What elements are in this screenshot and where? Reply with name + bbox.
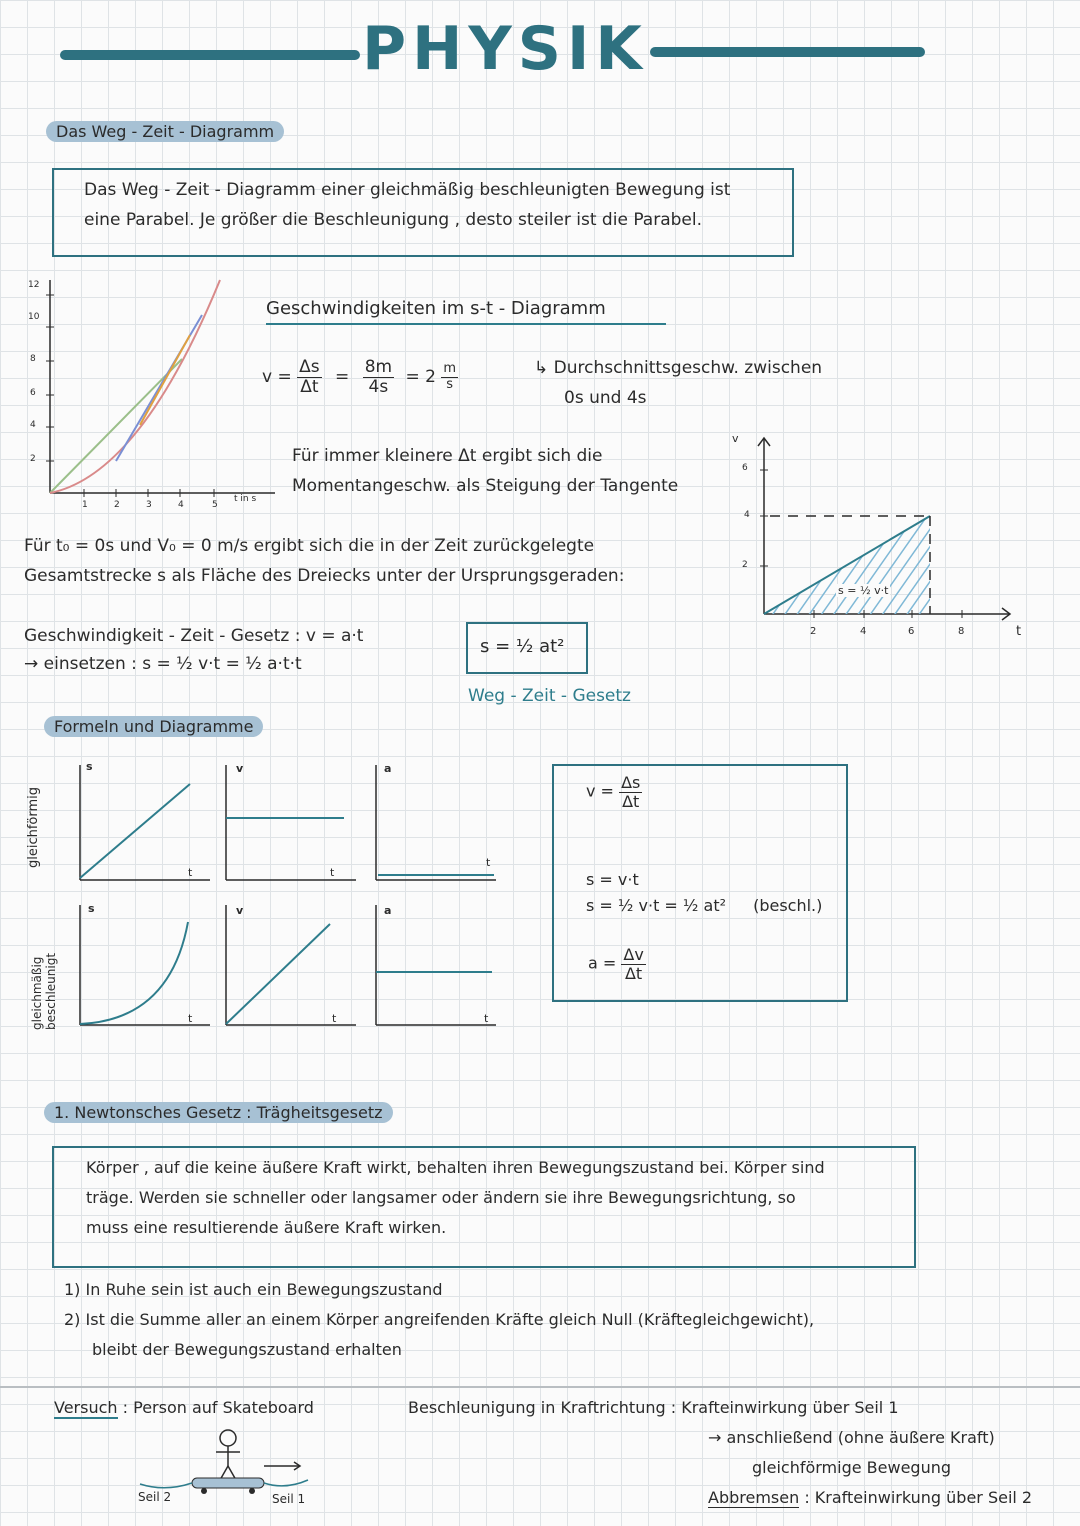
speed-heading: Geschwindigkeiten im s-t - Diagramm <box>266 298 666 325</box>
row-label-gleichfoermig: gleichförmig <box>26 786 41 868</box>
st-graph <box>30 275 290 515</box>
section-heading-newton: 1. Newtonsches Gesetz : Trägheitsgesetz <box>44 1102 393 1123</box>
vt-xtick-4: 4 <box>860 626 867 637</box>
diagram-v-t-uniform <box>216 760 366 890</box>
row-label-beschleunigt: gleichmäßig beschleunigt <box>30 952 58 1030</box>
axis-label-a-2: a <box>384 904 392 917</box>
st-xtick-1: 1 <box>82 500 88 510</box>
st-xtick-2: 2 <box>114 500 120 510</box>
instant-line-1: Für immer kleinere Δt ergibt sich die <box>292 446 603 466</box>
vt-ytick-2: 2 <box>742 560 748 570</box>
definition-line-2: eine Parabel. Je größer die Beschleunigung , desto steiler ist die Parabel. <box>84 210 703 230</box>
axis-label-t-2: t <box>330 866 335 879</box>
section-heading-formeln: Formeln und Diagramme <box>44 716 263 737</box>
axis-label-t-6: t <box>484 1012 489 1025</box>
definition-box <box>52 168 794 257</box>
instant-line-2: Momentangeschw. als Steigung der Tangente <box>292 476 679 496</box>
axis-label-t-3: t <box>486 856 491 869</box>
vt-xtick-8: 8 <box>958 626 965 637</box>
diagram-a-t-accel <box>366 900 516 1030</box>
page-title: PHYSIK <box>362 14 648 84</box>
diagram-s-t-accel <box>70 900 220 1030</box>
st-xtick-3: 3 <box>146 500 152 510</box>
avg-speed-formula: v = $\frac{\Delta s}{\Delta t}$ = $\frac{8m}{4s}$ = 2 $\frac{m}{s}$ <box>262 357 457 397</box>
law-box <box>466 622 588 674</box>
vt-y-label: v <box>732 432 739 445</box>
st-xtick-4: 4 <box>178 500 184 510</box>
diagram-a-t-uniform <box>366 760 516 890</box>
axis-label-v-1: v <box>236 762 244 775</box>
axis-label-s-1: s <box>86 760 93 773</box>
st-ytick-10: 10 <box>28 312 40 322</box>
definition-line-1: Das Weg - Zeit - Diagramm einer gleichmäßig beschleunigten Bewegung ist <box>84 180 731 200</box>
avg-note-line-1: ↳ Durchschnittsgeschw. zwischen <box>534 358 823 378</box>
formula-box <box>552 764 848 1002</box>
vt-ytick-4: 4 <box>744 510 750 520</box>
law-caption: Weg - Zeit - Gesetz <box>468 686 631 706</box>
then-line: → anschließend (ohne äußere Kraft) <box>708 1428 995 1447</box>
newton-box <box>52 1146 916 1268</box>
vt-xtick-6: 6 <box>908 626 915 637</box>
area-line-2: Gesamtstrecke s als Fläche des Dreiecks unter der Ursprungsgeraden: <box>24 566 625 586</box>
newton-line-2: träge. Werden sie schneller oder langsamer oder ändern sie ihre Bewegungsrichtung, so <box>86 1188 796 1207</box>
accel-line: Beschleunigung in Kraftrichtung : Krafteinwirkung über Seil 1 <box>408 1398 899 1417</box>
st-ytick-6: 6 <box>30 388 36 398</box>
formula-v: v = $\frac{\Delta s}{\Delta t}$ <box>586 773 641 811</box>
axis-label-s-2: s <box>88 902 95 915</box>
axis-label-v-2: v <box>236 904 244 917</box>
formula-s-accel: s = ½ v·t = ½ at² (beschl.) <box>586 896 823 915</box>
st-xtick-5: 5 <box>212 500 218 510</box>
newton-note-2b: bleibt der Bewegungszustand erhalten <box>92 1340 402 1359</box>
section-divider <box>0 1386 1080 1388</box>
skateboard-figure <box>140 1420 360 1520</box>
st-x-unit: t in s <box>234 494 257 504</box>
law-box-formula: s = ½ at² <box>480 636 565 657</box>
section-heading-weg-zeit: Das Weg - Zeit - Diagramm <box>46 121 284 142</box>
st-ytick-2: 2 <box>30 454 36 464</box>
newton-note-2a: 2) Ist die Summe aller an einem Körper angreifenden Kräfte gleich Null (Kräftegleichgewicht), <box>64 1310 815 1329</box>
axis-label-t-5: t <box>332 1012 337 1025</box>
rope-2-label: Seil 2 <box>138 1490 172 1504</box>
uniform-line: gleichförmige Bewegung <box>752 1458 952 1477</box>
st-ytick-12: 12 <box>28 280 40 290</box>
experiment-line: Versuch : Person auf Skateboard <box>54 1398 314 1417</box>
formula-a: a = $\frac{\Delta v}{\Delta t}$ <box>588 945 644 983</box>
avg-note-line-2: 0s und 4s <box>564 388 647 408</box>
st-ytick-8: 8 <box>30 354 36 364</box>
vt-ytick-6: 6 <box>742 463 748 473</box>
law-line-1: Geschwindigkeit - Zeit - Gesetz : v = a·t <box>24 626 364 646</box>
newton-note-1: 1) In Ruhe sein ist auch ein Bewegungszustand <box>64 1280 443 1299</box>
vt-graph <box>730 430 1030 650</box>
diagram-s-t-uniform <box>70 760 220 890</box>
brake-line: Abbremsen : Krafteinwirkung über Seil 2 <box>708 1488 1033 1507</box>
st-ytick-4: 4 <box>30 420 36 430</box>
formula-s-uniform: s = v·t <box>586 870 639 889</box>
axis-label-t-1: t <box>188 866 193 879</box>
law-line-2: → einsetzen : s = ½ v·t = ½ a·t·t <box>24 654 302 674</box>
axis-label-a-1: a <box>384 762 392 775</box>
axis-label-t-4: t <box>188 1012 193 1025</box>
vt-area-label: s = ½ v·t <box>838 584 889 597</box>
rope-1-label: Seil 1 <box>272 1492 306 1506</box>
vt-x-label: t <box>1016 624 1022 639</box>
diagram-v-t-accel <box>216 900 366 1030</box>
vt-xtick-2: 2 <box>810 626 817 637</box>
newton-line-3: muss eine resultierende äußere Kraft wirken. <box>86 1218 447 1237</box>
area-line-1: Für t₀ = 0s und V₀ = 0 m/s ergibt sich die in der Zeit zurückgelegte <box>24 536 595 556</box>
newton-line-1: Körper , auf die keine äußere Kraft wirkt, behalten ihren Bewegungszustand bei. Körper sind <box>86 1158 825 1177</box>
